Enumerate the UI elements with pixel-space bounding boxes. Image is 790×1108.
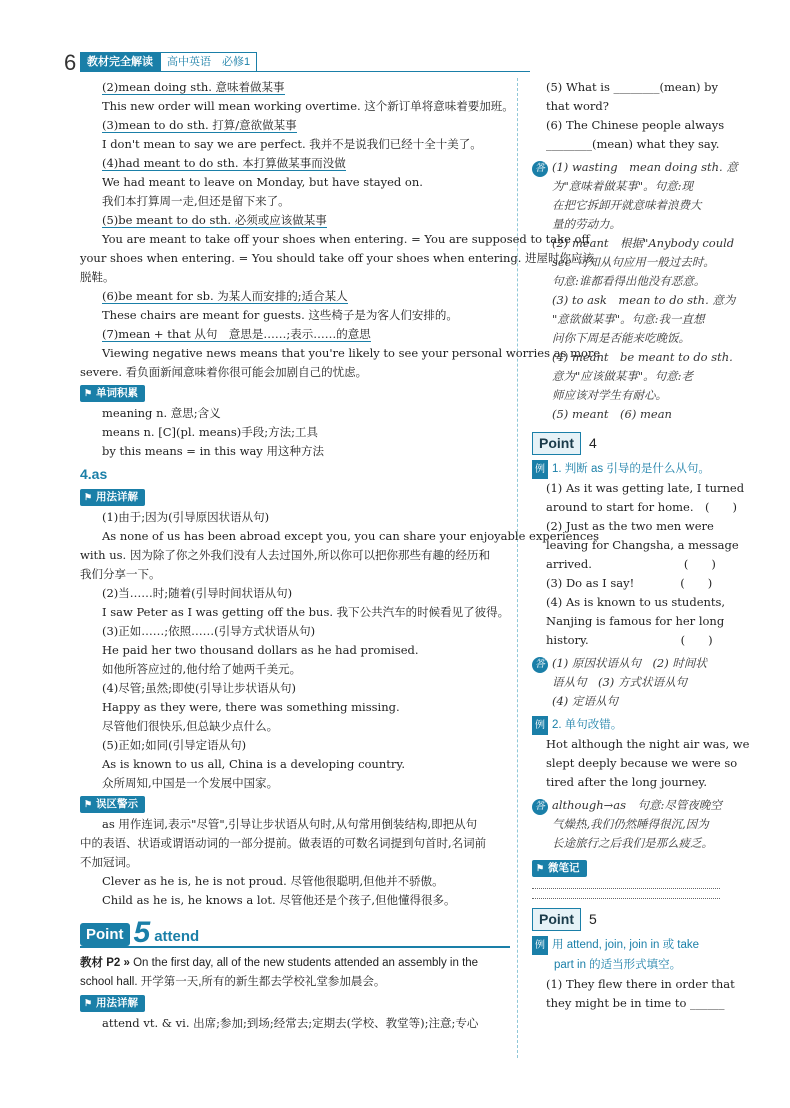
- example-line: (1) As it was getting late, I turned: [546, 481, 745, 495]
- answer-line: [532, 158, 738, 177]
- text-line: You are meant to take off your shoes when entering. = You are supposed to take off: [102, 232, 590, 246]
- point-word: attend: [154, 928, 200, 945]
- text-line: He paid her two thousand dollars as he had promised.: [102, 643, 419, 657]
- text-line: 如他所答应过的,他付给了她两千美元。: [102, 662, 302, 676]
- point-label: Point: [532, 432, 581, 455]
- answer-badge: 答: [532, 161, 548, 177]
- example-3-title: [532, 935, 720, 975]
- example-line: tired after the long journey.: [546, 775, 708, 789]
- answer-line: [532, 654, 720, 673]
- text-line: 不加冠词。: [80, 855, 138, 869]
- answer-text: 长途旅行之后我们是那么疲乏。: [552, 836, 713, 850]
- answer-block-2: [532, 654, 720, 711]
- example-badge: 例: [532, 936, 548, 955]
- column-divider: [517, 78, 518, 1058]
- text-line: 中的表语、状语或谓语动词的一部分提前。做表语的可数名词提到句首时,名词前: [80, 836, 487, 850]
- question-line: (5) What is ________(mean) by: [546, 80, 719, 94]
- point-number: 4: [589, 435, 597, 451]
- answer-text: 问你下周是否能来吃晚饭。: [552, 331, 690, 345]
- text-line: Child as he is, he knows a lot. 尽管他还是个孩子,但他懂得很多。: [102, 893, 456, 907]
- point-label: Point: [80, 923, 130, 946]
- answer-text: 量的劳动力。: [552, 217, 621, 231]
- text-line: with us. 因为除了你之外我们没有人去过国外,所以你可以把你那些有趣的经历和: [80, 548, 490, 562]
- question-list: [532, 78, 725, 154]
- answer-badge: 答: [532, 799, 548, 815]
- vocab-line: means n. [C](pl. means)手段;方法;工具: [102, 425, 318, 439]
- attend-definition: attend vt. & vi. 出席;参加;到场;经常去;定期去(学校、教堂等);注意;专心: [102, 1016, 479, 1030]
- example-3-title-line: [532, 935, 720, 955]
- answer-line: [532, 796, 720, 815]
- example-line: around to start for home. ( ): [546, 500, 737, 514]
- answer-text: see"可知从句应用一般过去时。: [552, 255, 715, 269]
- answer-line: [532, 196, 720, 215]
- text-line: As is known to us all, China is a developing country.: [102, 757, 405, 771]
- answer-line: [532, 253, 720, 272]
- answer-text: (4) 定语从句: [552, 694, 618, 708]
- text-line: (3)正如……;依照……(引导方式状语从句): [102, 624, 316, 638]
- text-line: 脱鞋。: [80, 270, 115, 284]
- answer-line: [532, 405, 720, 424]
- answer-line: [532, 329, 720, 348]
- example-line: they might be in time to ______: [546, 996, 725, 1010]
- question-line: (6) The Chinese people always: [546, 118, 725, 132]
- answer-text: (1) 原因状语从句 (2) 时间状: [552, 656, 707, 670]
- vocab-list: [80, 404, 510, 461]
- answer-block-1: [532, 158, 738, 424]
- text-line: [80, 325, 510, 344]
- example-3-list: [532, 975, 735, 1013]
- example-2-list: [532, 735, 750, 792]
- answer-line: [532, 673, 720, 692]
- header-rule: [80, 71, 530, 72]
- answer-line: [532, 310, 720, 329]
- question-line: that word?: [546, 99, 609, 113]
- answer-text: 意为"应该做某事"。句意:老: [552, 369, 693, 383]
- text-line: As none of us has been abroad except you, you can share your enjoyable experiences: [102, 529, 600, 543]
- text-line: We had meant to leave on Monday, but have stayed on.: [102, 175, 423, 189]
- textbook-label: 教材 P2 »: [80, 957, 130, 969]
- text-line: These chairs are meant for guests. 这些椅子是为客人们安排的。: [102, 308, 458, 322]
- example-line: Nanjing is famous for her long: [546, 614, 725, 628]
- text-line: your shoes when entering. = You should take off your shoes when entering. 进屋时你应该: [80, 251, 595, 265]
- page-number: 6: [64, 50, 77, 75]
- usage-tag-2: ⚑ 用法详解: [80, 995, 145, 1012]
- text-line: (2)当……时;随着(引导时间状语从句): [102, 586, 293, 600]
- example-badge: 例: [532, 460, 548, 479]
- as-heading: 4.as: [80, 466, 108, 482]
- page-header: [80, 52, 257, 72]
- text-line: [80, 211, 510, 230]
- underlined-phrase: (2)mean doing sth. 意味着做某事: [102, 80, 285, 94]
- example-line: (4) As is known to us students,: [546, 595, 726, 609]
- answer-line: [532, 348, 733, 367]
- answer-line: [532, 215, 720, 234]
- answer-text: (4) meant be meant to do sth.: [552, 350, 733, 364]
- point-number: 5: [589, 911, 597, 927]
- example-line: (3) Do as I say! ( ): [546, 576, 713, 590]
- answer-line: [532, 234, 735, 253]
- text-line: [80, 78, 510, 97]
- usage-tag: ⚑ 用法详解: [80, 489, 145, 506]
- example-line: history. ( ): [546, 633, 713, 647]
- example-1-title: [532, 459, 720, 479]
- answer-text: (2) meant 根据"Anybody could: [552, 236, 735, 250]
- answer-text: 句意:谁都看得出他没有恶意。: [552, 274, 706, 288]
- answer-text: (1) wasting mean doing sth. 意: [552, 160, 738, 174]
- vocab-line: by this means = in this way 用这种方法: [102, 444, 324, 458]
- example-3-title-text: part in 的适当形式填空。: [554, 959, 682, 971]
- answer-block-3: [532, 796, 720, 853]
- text-line: 众所周知,中国是一个发展中国家。: [102, 776, 279, 790]
- answer-badge: 答: [532, 657, 548, 673]
- text-line: Clever as he is, he is not proud. 尽管他很聪明,但他并不骄傲。: [102, 874, 444, 888]
- underlined-phrase: (7)mean + that 从句 意思是……;表示……的意思: [102, 327, 371, 341]
- example-3-title-line: [532, 955, 720, 975]
- answer-text: 气燥热,我们仍然睡得很沉,因为: [552, 817, 709, 831]
- question-line: ________(mean) what they say.: [546, 137, 720, 151]
- text-line: [80, 154, 510, 173]
- text-line: I saw Peter as I was getting off the bus. 我下公共汽车的时候看见了彼得。: [102, 605, 510, 619]
- example-line: (2) Just as the two men were: [546, 519, 714, 533]
- answer-line: [532, 815, 720, 834]
- answer-line: [532, 272, 720, 291]
- example-3-title-text: 用 attend, join, join in 或 take: [552, 939, 700, 951]
- point-number: 5: [133, 916, 151, 949]
- answer-text: although→as 句意:尽管夜晚空: [552, 798, 722, 812]
- text-line: Happy as they were, there was something missing.: [102, 700, 400, 714]
- text-line: 尽管他们很快乐,但总缺少点什么。: [102, 719, 279, 733]
- text-line: (5)正如;如同(引导定语从句): [102, 738, 247, 752]
- note-line: [532, 898, 720, 899]
- example-1-list: [532, 479, 745, 650]
- example-badge: 例: [532, 716, 548, 735]
- note-line: [532, 888, 720, 889]
- answer-line: [532, 177, 720, 196]
- text-line: (1)由于;因为(引导原因状语从句): [102, 510, 270, 524]
- text-line: (4)尽管;虽然;即使(引导让步状语从句): [102, 681, 297, 695]
- textbook-text-1: On the first day, all of the new students attended an assembly in the: [133, 957, 479, 969]
- underlined-phrase: (5)be meant to do sth. 必须或应该做某事: [102, 213, 327, 227]
- vocab-line: meaning n. 意思;含义: [102, 406, 221, 420]
- answer-text: 为"意味着做某事"。句意:现: [552, 179, 693, 193]
- answer-line: [532, 367, 720, 386]
- vocab-tag: ⚑ 单词积累: [80, 385, 145, 402]
- textbook-line-1: [80, 954, 510, 973]
- answer-text: 在把它拆卸开就意味着浪费大: [552, 198, 702, 212]
- underlined-phrase: (4)had meant to do sth. 本打算做某事而没做: [102, 156, 346, 170]
- subject-label: 高中英语 必修1: [160, 52, 257, 72]
- answer-line: [532, 834, 720, 853]
- text-line: 我们本打算周一走,但还是留下来了。: [102, 194, 290, 208]
- text-line: 我们分享一下。: [80, 567, 161, 581]
- answer-text: "意欲做某事"。句意:我一直想: [552, 312, 705, 326]
- answer-text: 语从句 (3) 方式状语从句: [552, 675, 687, 689]
- example-line: leaving for Changsha, a message: [546, 538, 739, 552]
- text-line: as 用作连词,表示"尽管",引导让步状语从句时,从句常用倒装结构,即把从句: [102, 817, 478, 831]
- example-line: arrived. ( ): [546, 557, 716, 571]
- text-line: [80, 116, 510, 135]
- warn-tag: ⚑ 误区警示: [80, 796, 145, 813]
- answer-line: [532, 692, 720, 711]
- example-line: (1) They flew there in order that: [546, 977, 735, 991]
- example-1-title-text: 1. 判断 as 引导的是什么从句。: [552, 463, 710, 475]
- warn-list: [80, 815, 510, 910]
- point5-small-heading: [532, 908, 720, 931]
- example-line: Hot although the night air was, we: [546, 737, 750, 751]
- answer-line: [532, 291, 736, 310]
- text-line: Viewing negative news means that you're likely to see your personal worries as more: [102, 346, 601, 360]
- example-2-title-text: 2. 单句改错。: [552, 719, 623, 731]
- answer-text: (3) to ask mean to do sth. 意为: [552, 293, 736, 307]
- example-line: slept deeply because we were so: [546, 756, 738, 770]
- answer-text: (5) meant (6) mean: [552, 407, 672, 421]
- point-label: Point: [532, 908, 581, 931]
- text-line: This new order will mean working overtime. 这个新订单将意味着要加班。: [102, 99, 514, 113]
- answer-line: [532, 386, 720, 405]
- text-line: I don't mean to say we are perfect. 我并不是说我们已经十全十美了。: [102, 137, 482, 151]
- text-line: [80, 287, 510, 306]
- underlined-phrase: (6)be meant for sb. 为某人而安排的;适合某人: [102, 289, 348, 303]
- point4-heading: [532, 432, 720, 455]
- point5-heading: [80, 916, 510, 949]
- example-2-title: [532, 715, 720, 735]
- answer-text: 师应该对学生有耐心。: [552, 388, 667, 402]
- text-line: severe. 看负面新闻意味着你很可能会加剧自己的忧虑。: [80, 365, 368, 379]
- underlined-phrase: (3)mean to do sth. 打算/意欲做某事: [102, 118, 297, 132]
- right-column: [532, 78, 750, 1013]
- series-label: 教材完全解读: [80, 52, 160, 72]
- textbook-line-2: school hall. 开学第一天,所有的新生都去学校礼堂参加晨会。: [80, 976, 386, 988]
- notes-tag: ⚑ 微笔记: [532, 860, 587, 877]
